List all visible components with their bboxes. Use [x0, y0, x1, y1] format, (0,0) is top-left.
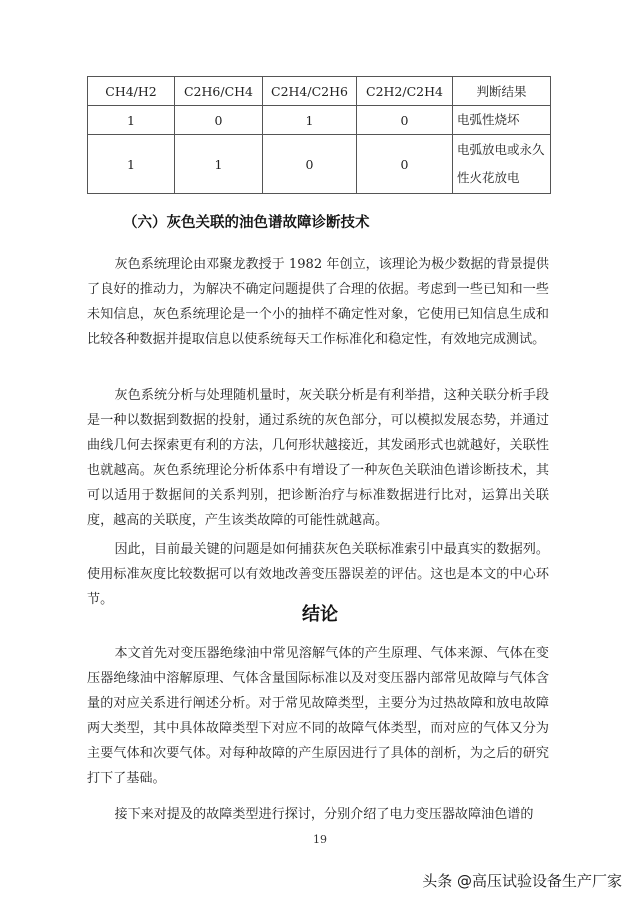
section-heading: （六）灰色关联的油色谱故障诊断技术 — [123, 215, 370, 231]
table-cell: 1 — [88, 106, 175, 135]
table-cell: 0 — [357, 106, 453, 135]
header-ch4-h2: CH4/H2 — [88, 77, 175, 106]
table-cell: 1 — [175, 135, 263, 194]
table-row — [88, 106, 551, 135]
paragraph: 灰色系统分析与处理随机量时，灰关联分析是有利举措，这种关联分析手段是一种以数据到数据的投射，通过系统的灰色部分，可以模拟发展态势，并通过曲线几何去探索更有利的方法，几何形状越接近，其发函形式也就越好，关联性也就越高。灰色系统理论分析体系中有增设了一种灰色关联油色谱诊断技术，其可以适用于数据间的关系判别，把诊断治疗与标准数据进行比对，运算出关联度，越高的关联度，产生该类故障的可能性就越高。 — [87, 388, 549, 529]
table-result-cell: 电弧性烧坏 — [453, 106, 551, 135]
header-c2h6-ch4: C2H6/CH4 — [175, 77, 263, 106]
table-cell: 1 — [263, 106, 357, 135]
header-c2h2-c2h4: C2H2/C2H4 — [357, 77, 453, 106]
watermark: 头条 @高压试验设备生产厂家 — [422, 872, 622, 890]
gas-ratio-table — [87, 76, 551, 194]
header-judgement: 判断结果 — [453, 77, 551, 106]
table-header-row — [88, 77, 551, 106]
table-cell: 1 — [88, 135, 175, 194]
paragraph: 灰色系统理论由邓聚龙教授于 1982 年创立，该理论为极少数据的背景提供了良好的推动力，为解决不确定问题提供了合理的依据。考虑到一些已知和一些未知信息，灰色系统理论是一个小的抽样不确定性对象，它使用已知信息生成和比较各种数据并提取信息以使系统每天工作标准化和稳定性，有效地完成测试。 — [87, 257, 549, 348]
table-result-cell: 电弧放电或永久性火花放电 — [453, 135, 551, 194]
page-number: 19 — [313, 833, 327, 846]
conclusion-title: 结论 — [302, 604, 338, 625]
header-c2h4-c2h6: C2H4/C2H6 — [263, 77, 357, 106]
table-row — [88, 135, 551, 194]
table-cell: 0 — [357, 135, 453, 194]
paragraph: 本文首先对变压器绝缘油中常见溶解气体的产生原理、气体来源、气体在变压器绝缘油中溶解原理、气体含量国际标准以及对变压器内部常见故障与气体含量的对应关系进行阐述分析。对于常见故障类型，主要分为过热故障和放电故障两大类型，其中具体故障类型下对应不同的故障气体类型，而对应的气体又分为主要气体和次要气体。对每种故障的产生原因进行了具体的剖析，为之后的研究打下了基础。 — [87, 646, 549, 787]
table-cell: 0 — [175, 106, 263, 135]
table-cell: 0 — [263, 135, 357, 194]
paragraph: 接下来对提及的故障类型进行探讨，分别介绍了电力变压器故障油色谱的 — [114, 807, 534, 823]
paragraph: 因此，目前最关键的问题是如何捕获灰色关联标准索引中最真实的数据列。使用标准灰度比较数据可以有效地改善变压器误差的评估。这也是本文的中心环节。 — [87, 542, 549, 608]
